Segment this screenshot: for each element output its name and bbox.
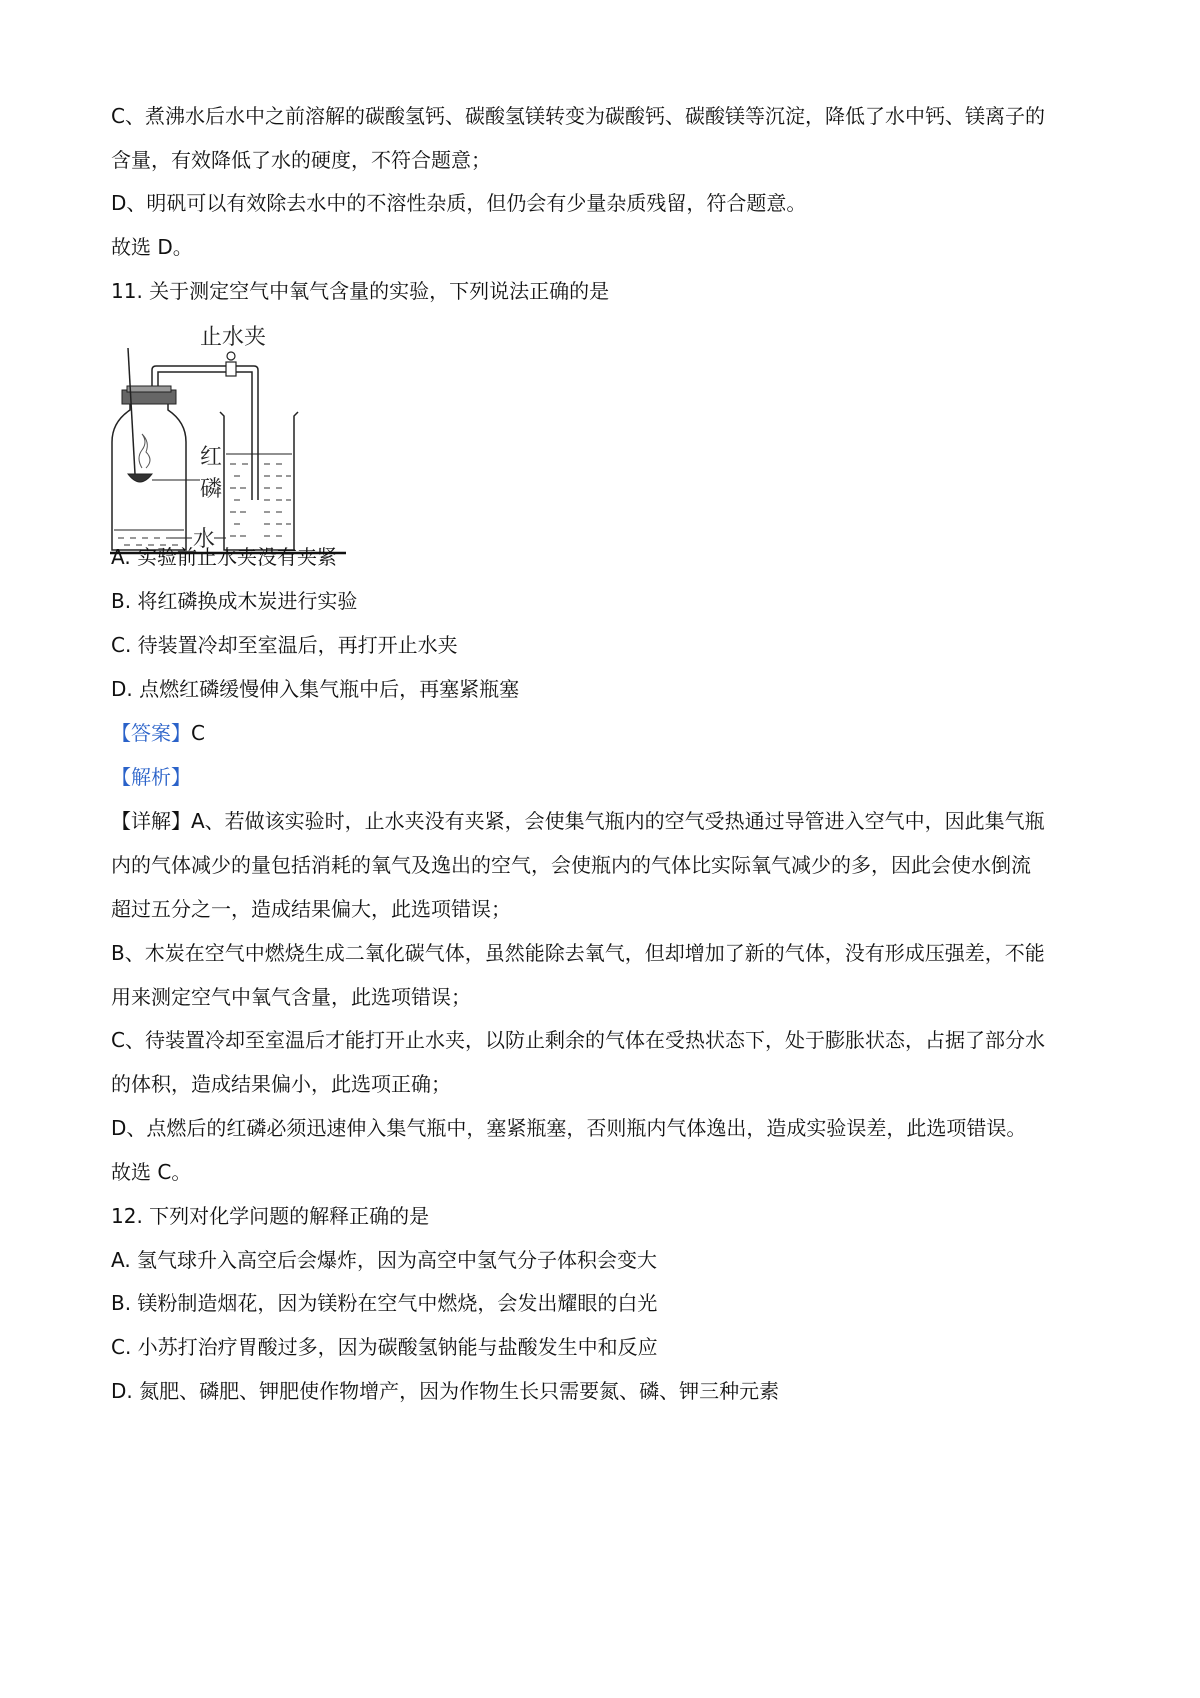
q11-answer-line [111,720,1101,746]
beaker [220,412,298,550]
q12-option-c: C. 小苏打治疗胃酸过多，因为碳酸氢钠能与盐酸发生中和反应 [111,1335,658,1359]
q11-option-a: A. 实验前止水夹没有夹紧 [111,545,338,569]
red-phosphorus-label-1: 红 [200,445,223,470]
q11-option-b: B. 将红磷换成木炭进行实验 [111,589,358,613]
prev-answer-d-line: D、明矾可以有效除去水中的不溶性杂质，但仍会有少量杂质残留，符合题意。 [111,191,807,215]
q11-detail-line-8: D、点燃后的红磷必须迅速伸入集气瓶中，塞紧瓶塞，否则瓶内气体逸出，造成实验误差，此选项错误。 [111,1116,1027,1140]
q11-detail-line-6: C、待装置冷却至室温后才能打开止水夹，以防止剩余的气体在受热状态下，处于膨胀状态，占据了部分水 [111,1028,1045,1052]
clamp-screw [227,352,235,360]
q11-detail-line-7: 的体积，造成结果偏小，此选项正确； [111,1072,451,1096]
answer-tag: 【答案】 [111,721,191,745]
q11-stem: 11. 关于测定空气中氧气含量的实验，下列说法正确的是 [111,279,610,303]
q12-stem: 12. 下列对化学问题的解释正确的是 [111,1204,430,1228]
q12-option-d: D. 氮肥、磷肥、钾肥使作物增产，因为作物生长只需要氮、磷、钾三种元素 [111,1379,780,1403]
q11-detail-line-5: 用来测定空气中氧气含量，此选项错误； [111,985,471,1009]
prev-answer-c-line2: 含量，有效降低了水的硬度，不符合题意； [111,148,491,172]
prev-answer-c-line1: C、煮沸水后水中之前溶解的碳酸氢钙、碳酸氢镁转变为碳酸钙、碳酸镁等沉淀，降低了水中钙、镁离子的 [111,104,1045,128]
clamp-label: 止水夹 [200,325,267,350]
smoke-wisp [139,434,150,468]
red-phosphorus-label-2: 磷 [200,477,223,502]
q11-detail-line-4: B、木炭在空气中燃烧生成二氧化碳气体，虽然能除去氧气，但却增加了新的气体，没有形成压强差，不能 [111,941,1045,965]
q12-option-b: B. 镁粉制造烟花，因为镁粉在空气中燃烧，会发出耀眼的白光 [111,1291,658,1315]
q11-conclusion: 故选 C。 [111,1160,192,1184]
q11-detail-line-1: 【详解】A、若做该实验时，止水夹没有夹紧，会使集气瓶内的空气受热通过导管进入空气中，因此集气瓶 [111,809,1045,833]
combustion-spoon [128,474,152,482]
q12-option-a: A. 氢气球升入高空后会爆炸，因为高空中氢气分子体积会变大 [111,1248,658,1272]
clamp-body [226,362,236,376]
water-label: 水 [193,527,216,552]
answer-value: C [191,721,205,745]
stopper-top [127,386,171,392]
q11-analysis-tag: 【解析】 [111,765,191,789]
q11-detail-line-2: 内的气体减少的量包括消耗的氧气及逸出的空气，会使瓶内的气体比实际氧气减少的多，因此会使水倒流 [111,853,1031,877]
beaker-water-dashes [230,464,291,536]
q11-detail-line-3: 超过五分之一，造成结果偏大，此选项错误； [111,897,511,921]
q11-option-c: C. 待装置冷却至室温后，再打开止水夹 [111,633,458,657]
q11-option-d: D. 点燃红磷缓慢伸入集气瓶中后，再塞紧瓶塞 [111,677,520,701]
q11-apparatus-figure [108,325,348,565]
prev-answer-conclusion: 故选 D。 [111,235,193,259]
apparatus-diagram [108,325,348,565]
